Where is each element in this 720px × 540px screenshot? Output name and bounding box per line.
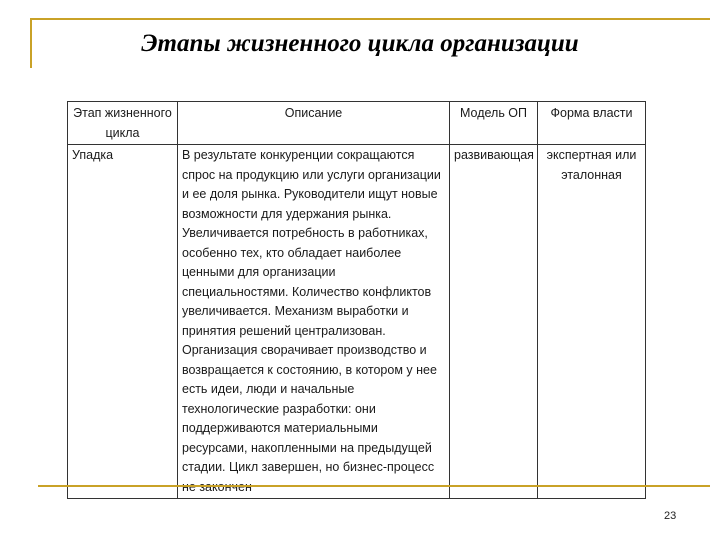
life-cycle-table [67, 101, 646, 499]
table-row [68, 145, 646, 499]
header-description: Описание [178, 102, 450, 145]
slide-title: Этапы жизненного цикла организации [141, 30, 579, 57]
cell-model: развивающая [450, 145, 538, 499]
header-power: Форма власти [538, 102, 646, 145]
cell-stage: Упадка [68, 145, 178, 499]
cell-description: В результате конкуренции сокращаются спрос на продукцию или услуги организации и ее доля рынка. Руководители ищут новые возможности для удержания рынка. Увеличивается потребность в работниках, особенно тех, кто обладает наиболее ценными для организации специальностями. Количество конфликтов увеличивается. Механизм выработки и принятия решений централизован. Организация сворачивает производство и возвращается к состоянию, в котором у нее есть идеи, люди и начальные технологические разработки: они поддерживаются материальными ресурсами, накопленными на предыдущей стадии. Цикл завершен, но бизнес-процесс [178, 145, 450, 499]
top-rule [30, 18, 710, 20]
header-model: Модель ОП [450, 102, 538, 145]
page-number: 23 [664, 510, 677, 522]
header-stage: Этап жизненного цикла [68, 102, 178, 145]
cell-power: экспертная или эталонная [538, 145, 646, 499]
table-header-row [68, 102, 646, 145]
bottom-rule [38, 485, 710, 487]
